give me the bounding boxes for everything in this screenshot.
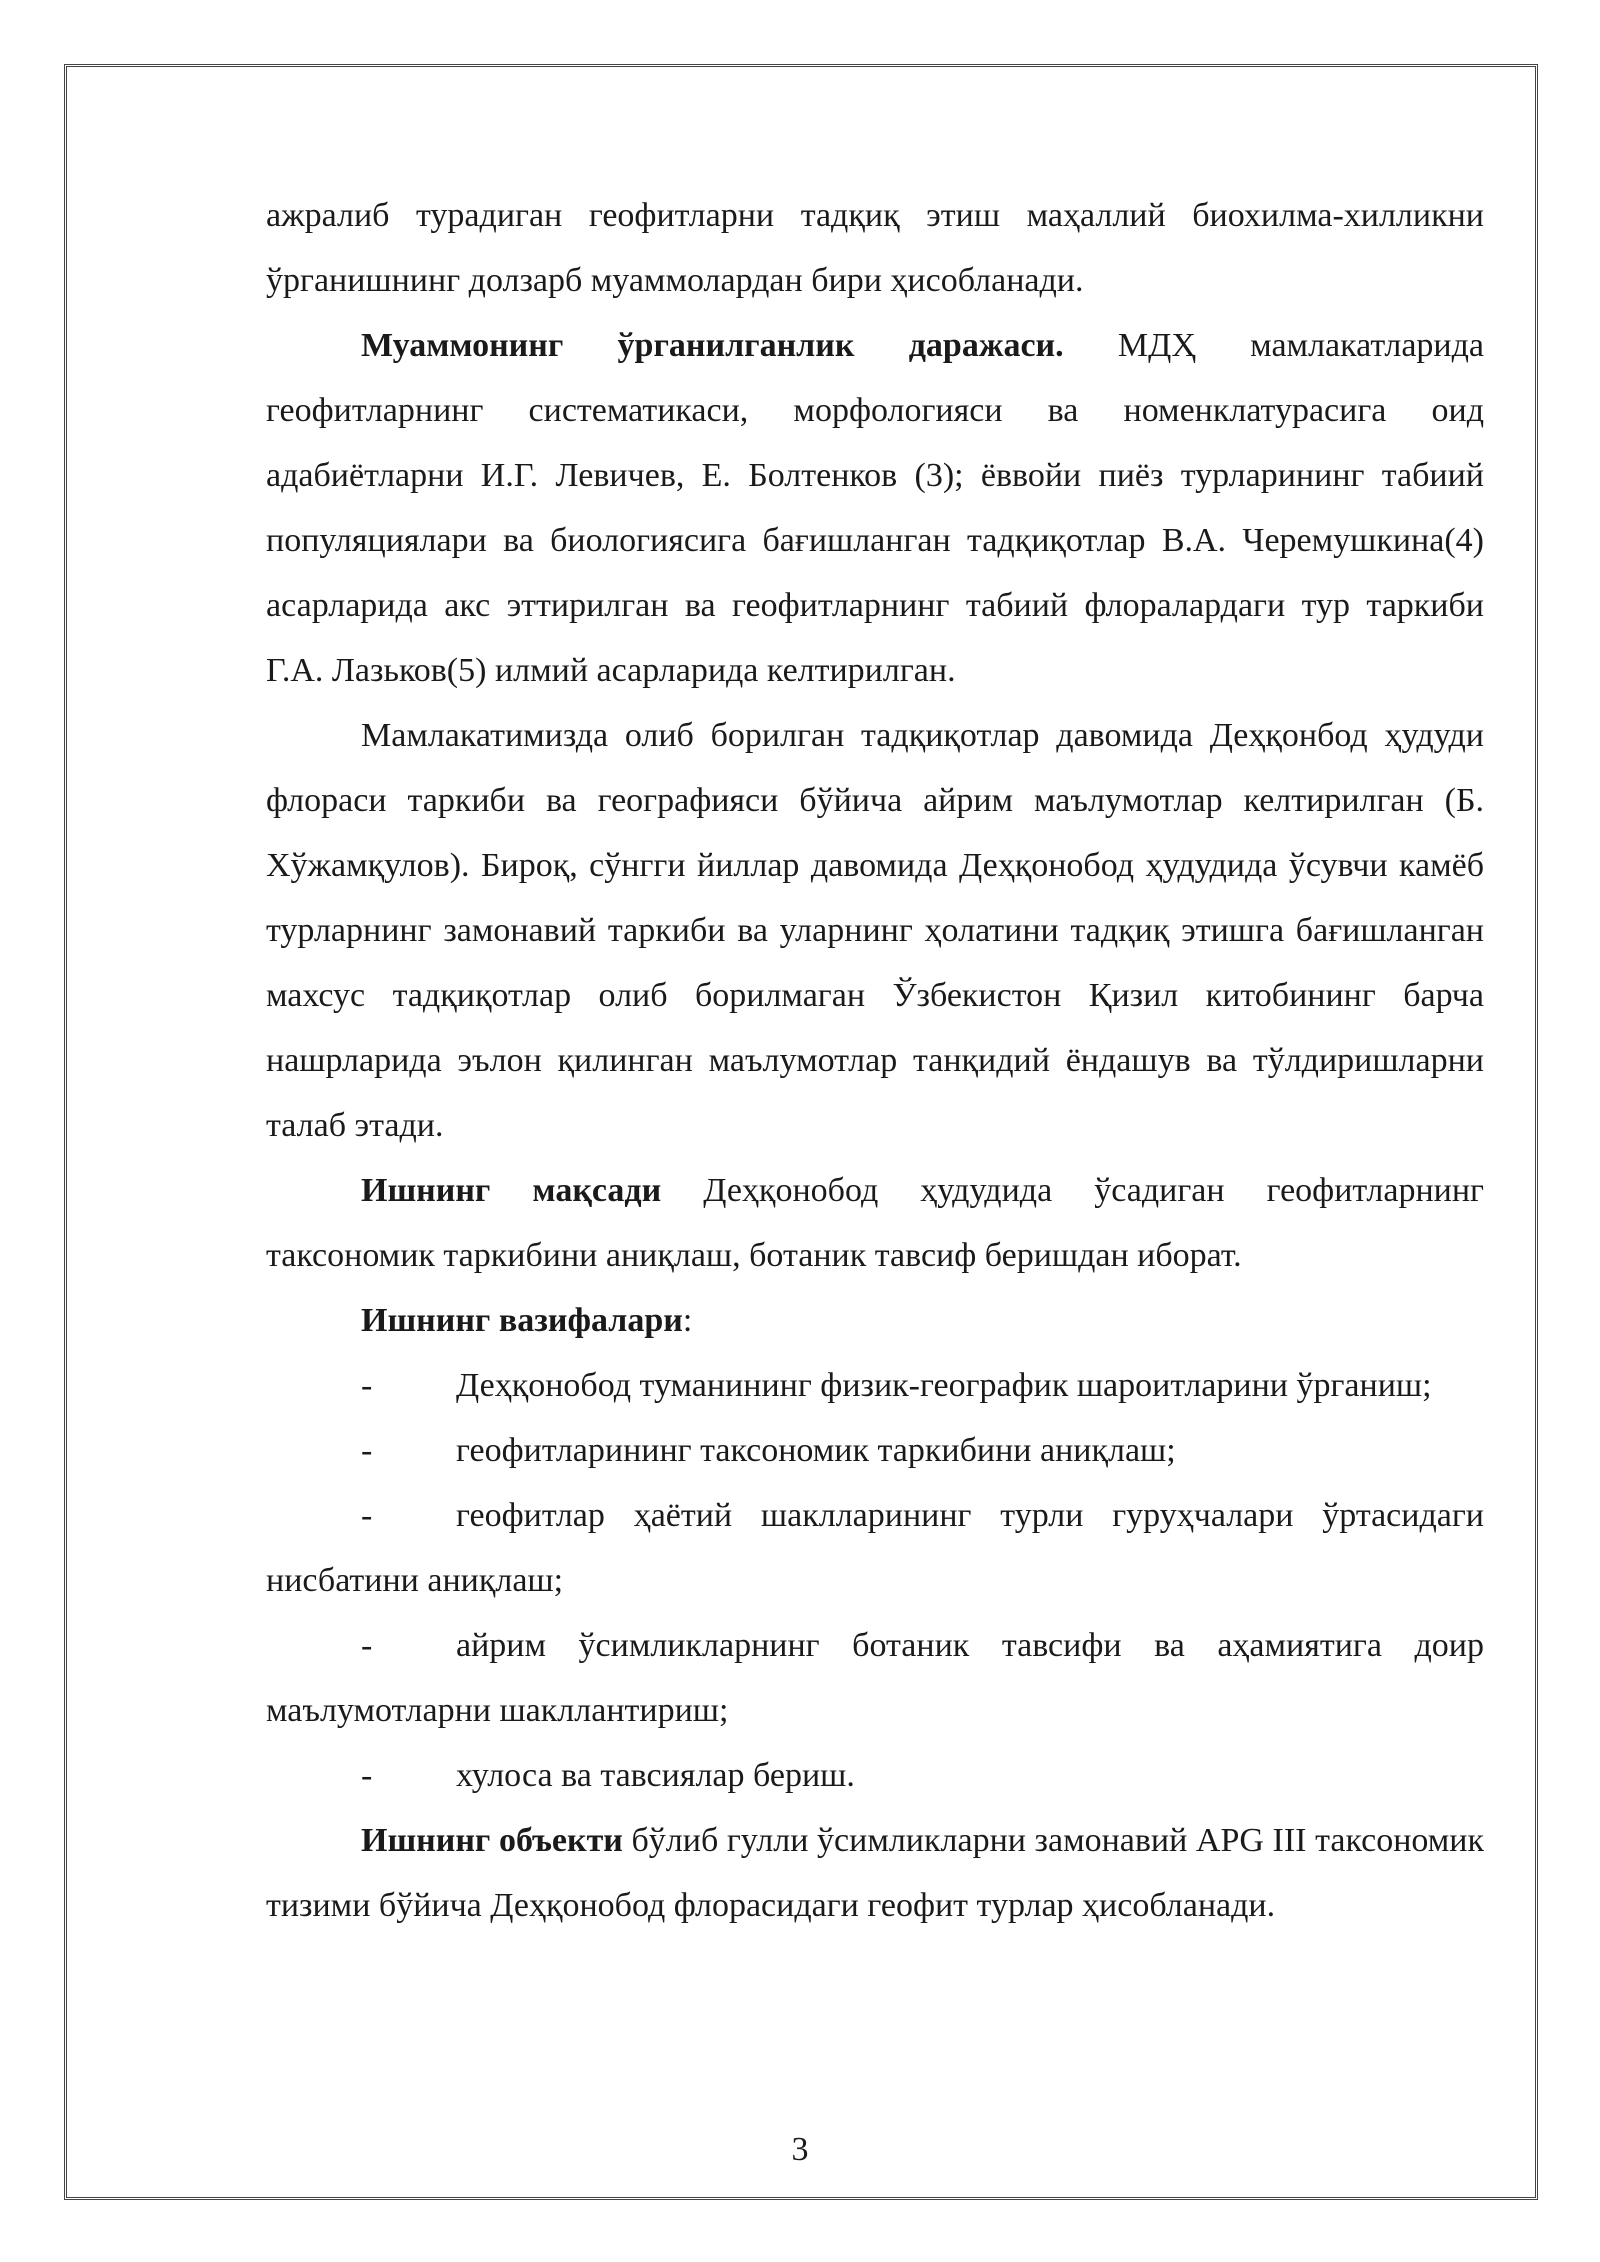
paragraph-text: бўлиб гулли ўсимликларни замонавий APG III таксономик тизими бўйича Деҳқонобод флорасидаги геофит турлар ҳисобланади.	[266, 1822, 1484, 1924]
task-list-item	[266, 1418, 1484, 1483]
section-heading-goal: Ишнинг мақсади	[361, 1172, 662, 1209]
paragraph-intro-continuation	[266, 183, 1484, 313]
task-text: геофитларининг таксономик таркибини аниқлаш;	[456, 1432, 1176, 1469]
list-dash: -	[361, 1432, 373, 1469]
task-list-item	[266, 1743, 1484, 1808]
paragraph-tasks-heading	[266, 1288, 1484, 1353]
paragraph-text: ажралиб турадиган геофитларни тадқиқ этиш маҳаллий биохилма-хилликни ўрганишнинг долзарб муаммолардан бири ҳисобланади.	[266, 197, 1484, 299]
section-heading-object: Ишнинг объекти	[361, 1822, 623, 1859]
task-text: Деҳқонобод туманининг физик-географик шароитларини ўрганиш;	[456, 1367, 1432, 1404]
list-dash: -	[361, 1367, 373, 1404]
paragraph-text: Мамлакатимизда олиб борилган тадқиқотлар давомида Деҳқонбод ҳудуди флораси таркиби ва географияси бўйича айрим маълумотлар келтирилган (Б. Хўжамқулов). Бироқ, сўнгги йиллар давомида Деҳқонобод ҳудудида ўсувчи камёб турларнинг замонавий таркиби ва уларнинг ҳолатини тадқиқ этишга бағишланган махсус тадқиқотлар олиб борилмаган Ўзбекистон Қизил китобининг барча нашрларида эълон қилинган маълумотлар танқидий ёндашув ва тўлдиришларни талаб этади.	[266, 717, 1484, 1144]
paragraph-goal	[266, 1158, 1484, 1288]
list-dash: -	[361, 1757, 373, 1794]
list-dash: -	[361, 1497, 373, 1534]
list-dash: -	[361, 1627, 373, 1664]
page-number: 3	[791, 2131, 809, 2168]
section-heading-study-level: Муаммонинг ўрганилганлик даражаси.	[361, 327, 1064, 364]
section-heading-tasks: Ишнинг вазифалари	[361, 1302, 683, 1339]
paragraph-object	[266, 1808, 1484, 1938]
paragraph-text: Деҳқонобод ҳудудида ўсадиган геофитларнинг таксономик таркибини аниқлаш, ботаник тавсиф беришдан иборат.	[266, 1172, 1484, 1274]
task-text: хулоса ва тавсиялар бериш.	[456, 1757, 855, 1794]
paragraph-text: МДҲ мамлакатларида геофитларнинг систематикаси, морфологияси ва номенклатурасига оид адабиётларни И.Г. Левичев, Е. Болтенков (3); ёввойи пиёз турларининг табиий популяциялари ва биологиясига бағишланган тадқиқотлар В.А. Черемушкина(4) асарларида акс эттирилган ва геофитларнинг табиий флоралардаги тур таркиби Г.А. Лазьков(5) илмий асарларида келтирилган.	[266, 327, 1484, 689]
task-text: айрим ўсимликларнинг ботаник тавсифи ва аҳамиятига доир маълумотларни шакллантириш;	[266, 1627, 1484, 1729]
paragraph-national-research	[266, 703, 1484, 1158]
task-list-item	[266, 1353, 1484, 1418]
paragraph-study-level	[266, 313, 1484, 703]
task-list-item	[266, 1483, 1484, 1613]
task-list-item	[266, 1613, 1484, 1743]
document-body	[266, 183, 1484, 1938]
heading-colon: :	[682, 1302, 693, 1339]
task-text: геофитлар ҳаётий шаклларининг турли гуруҳчалари ўртасидаги нисбатини аниқлаш;	[266, 1497, 1484, 1599]
